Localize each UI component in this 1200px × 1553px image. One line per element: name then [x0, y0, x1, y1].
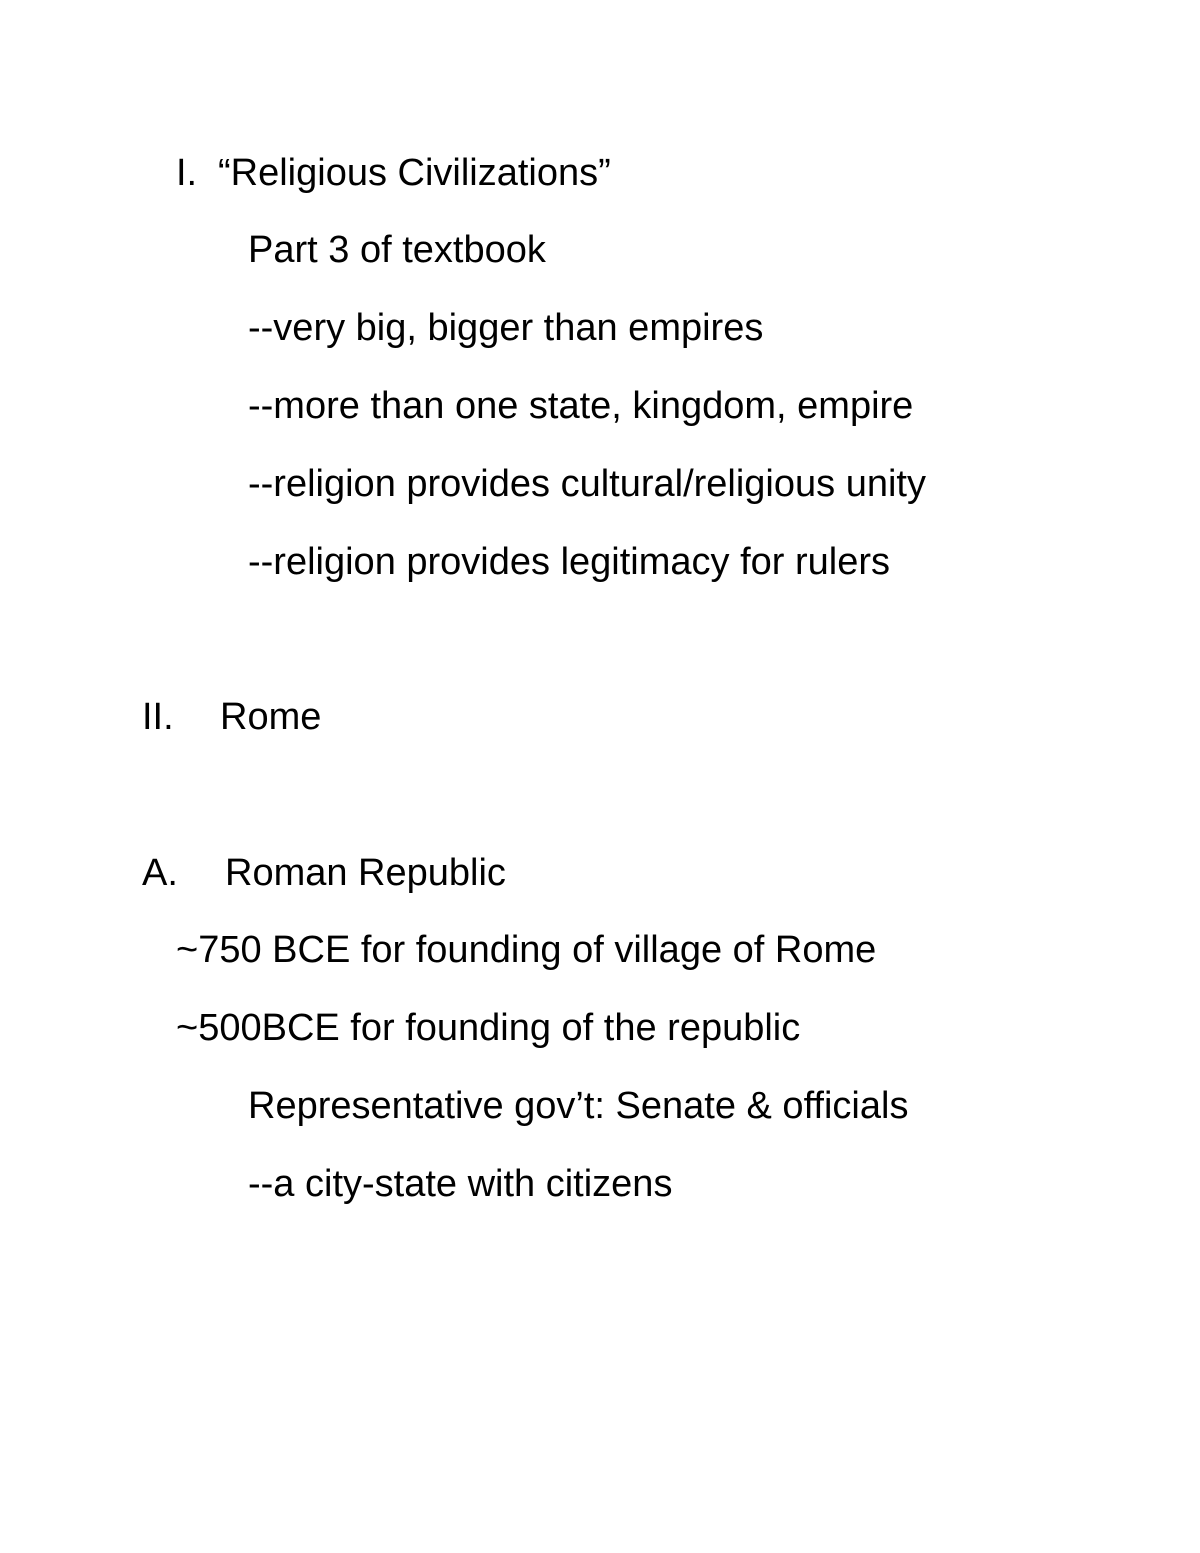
section-a-subline-2: --a city-state with citizens: [248, 1163, 673, 1205]
section-a-line-1: ~750 BCE for founding of village of Rome: [176, 929, 877, 971]
section-a-subline-1: Representative gov’t: Senate & officials: [248, 1085, 909, 1127]
section-1-line-2: --very big, bigger than empires: [248, 307, 764, 349]
section-a-heading: Roman Republic: [225, 852, 506, 894]
section-1-line-5: --religion provides legitimacy for rulers: [248, 541, 890, 583]
section-1-line-3: --more than one state, kingdom, empire: [248, 385, 914, 427]
section-1-marker: I.: [176, 152, 198, 194]
section-1-line-4: --religion provides cultural/religious unity: [248, 463, 926, 505]
section-1-line-1: Part 3 of textbook: [248, 229, 546, 271]
section-1-heading: “Religious Civilizations”: [218, 152, 611, 194]
section-2-marker: II.: [142, 696, 174, 738]
section-a-marker: A.: [142, 852, 178, 894]
section-a-line-2: ~500BCE for founding of the republic: [176, 1007, 801, 1049]
section-2-heading: Rome: [220, 696, 322, 738]
